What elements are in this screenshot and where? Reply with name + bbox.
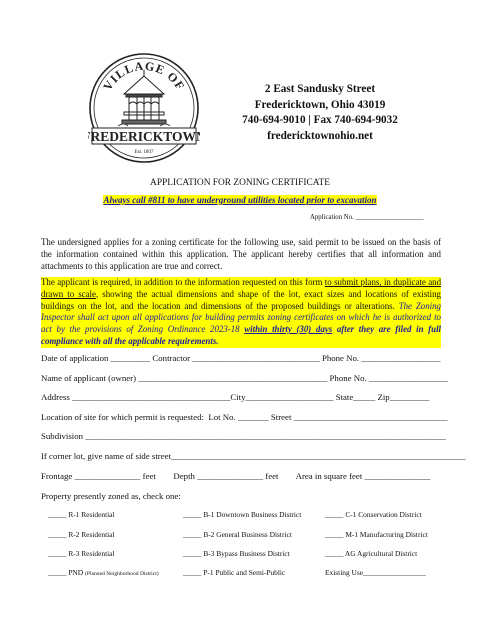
dimensions-line[interactable]: Frontage _______________ feet Depth _______________ feet Area in square feet _______________ bbox=[41, 471, 431, 481]
street-address: 2 East Sandusky Street bbox=[264, 83, 376, 95]
zone-b2[interactable]: _____ B-2 General Business District bbox=[183, 530, 292, 539]
application-number-field[interactable]: Application No. ____________________ bbox=[310, 214, 424, 221]
zone-b3[interactable]: _____ B-3 Bypass Business District bbox=[183, 549, 290, 558]
subdivision-line[interactable]: Subdivision __________________________________________________________________________________ bbox=[41, 431, 446, 441]
zone-r1[interactable]: _____ R-1 Residential bbox=[48, 510, 115, 519]
address-block bbox=[210, 82, 430, 144]
address-line[interactable]: Address ____________________________________City____________________ State_____ Zip_________ bbox=[41, 392, 430, 402]
zone-m1[interactable]: _____ M-1 Manufacturing District bbox=[325, 530, 428, 539]
site-location-line[interactable]: Location of site for which permit is requested: Lot No. _______ Street ___________________________________ bbox=[41, 412, 448, 422]
zone-b1[interactable]: _____ B-1 Downtown Business District bbox=[183, 510, 302, 519]
zone-c1[interactable]: _____ C-1 Conservation District bbox=[325, 510, 422, 519]
zone-r2[interactable]: _____ R-2 Residential bbox=[48, 530, 115, 539]
zone-pnd[interactable]: _____ PND (Planned Neighborhood District) bbox=[48, 568, 159, 577]
form-title: APPLICATION FOR ZONING CERTIFICATE bbox=[150, 178, 330, 188]
corner-lot-line[interactable]: If corner lot, give name of side street___________________________________________________________________ bbox=[41, 451, 466, 461]
zone-ag[interactable]: _____ AG Agricultural District bbox=[325, 549, 418, 558]
requirements-notice: The applicant is required, in addition to the information requested on this form to submit plans, in duplicate and drawn to scale, showing the actual dimensions and shape of the lot, exact sizes and locations of existing buildings on the lot, and the location and dimensions of the proposed buildings or alterations. The Zoning Inspector shall act upon all applications for building permits zoning certificates on which he is authorized to act by the provisions of Zoning Ordinance 2023-18 within thirty (30) days after they are filed in full compliance with all the applicable requirements. bbox=[41, 277, 442, 346]
call-811-notice: Always call #811 to have underground utilities located prior to excavation bbox=[103, 195, 377, 205]
date-contractor-line[interactable]: Date of application _________ Contractor _____________________________ Phone No. __________________ bbox=[41, 353, 441, 363]
logo-est: Est. 1807 bbox=[134, 150, 154, 155]
zone-r3[interactable]: _____ R-3 Residential bbox=[48, 549, 115, 558]
village-logo bbox=[88, 52, 200, 164]
applicant-name-line[interactable]: Name of applicant (owner) ___________________________________________ Phone No. __________________ bbox=[41, 373, 449, 383]
existing-use-field[interactable]: Existing Use_________________ bbox=[325, 568, 426, 577]
website: fredericktownohio.net bbox=[267, 129, 373, 142]
zoned-label: Property presently zoned as, check one: bbox=[41, 491, 181, 501]
logo-top-text: VILLAGE OF bbox=[100, 58, 188, 93]
city-state-zip: Fredericktown, Ohio 43019 bbox=[254, 98, 386, 111]
phone-fax: 740-694-9010 | Fax 740-694-9032 bbox=[242, 114, 398, 126]
applicant-statement: The undersigned applies for a zoning certificate for the following use, said permit to be issued on the basis of the information contained within this application. The applicant hereby certifies that all information and attachments to this application are true and correct. bbox=[41, 237, 441, 271]
zone-p1[interactable]: _____ P-1 Public and Semi-Public bbox=[183, 568, 286, 577]
logo-name: FREDERICKTOWN bbox=[88, 129, 200, 144]
